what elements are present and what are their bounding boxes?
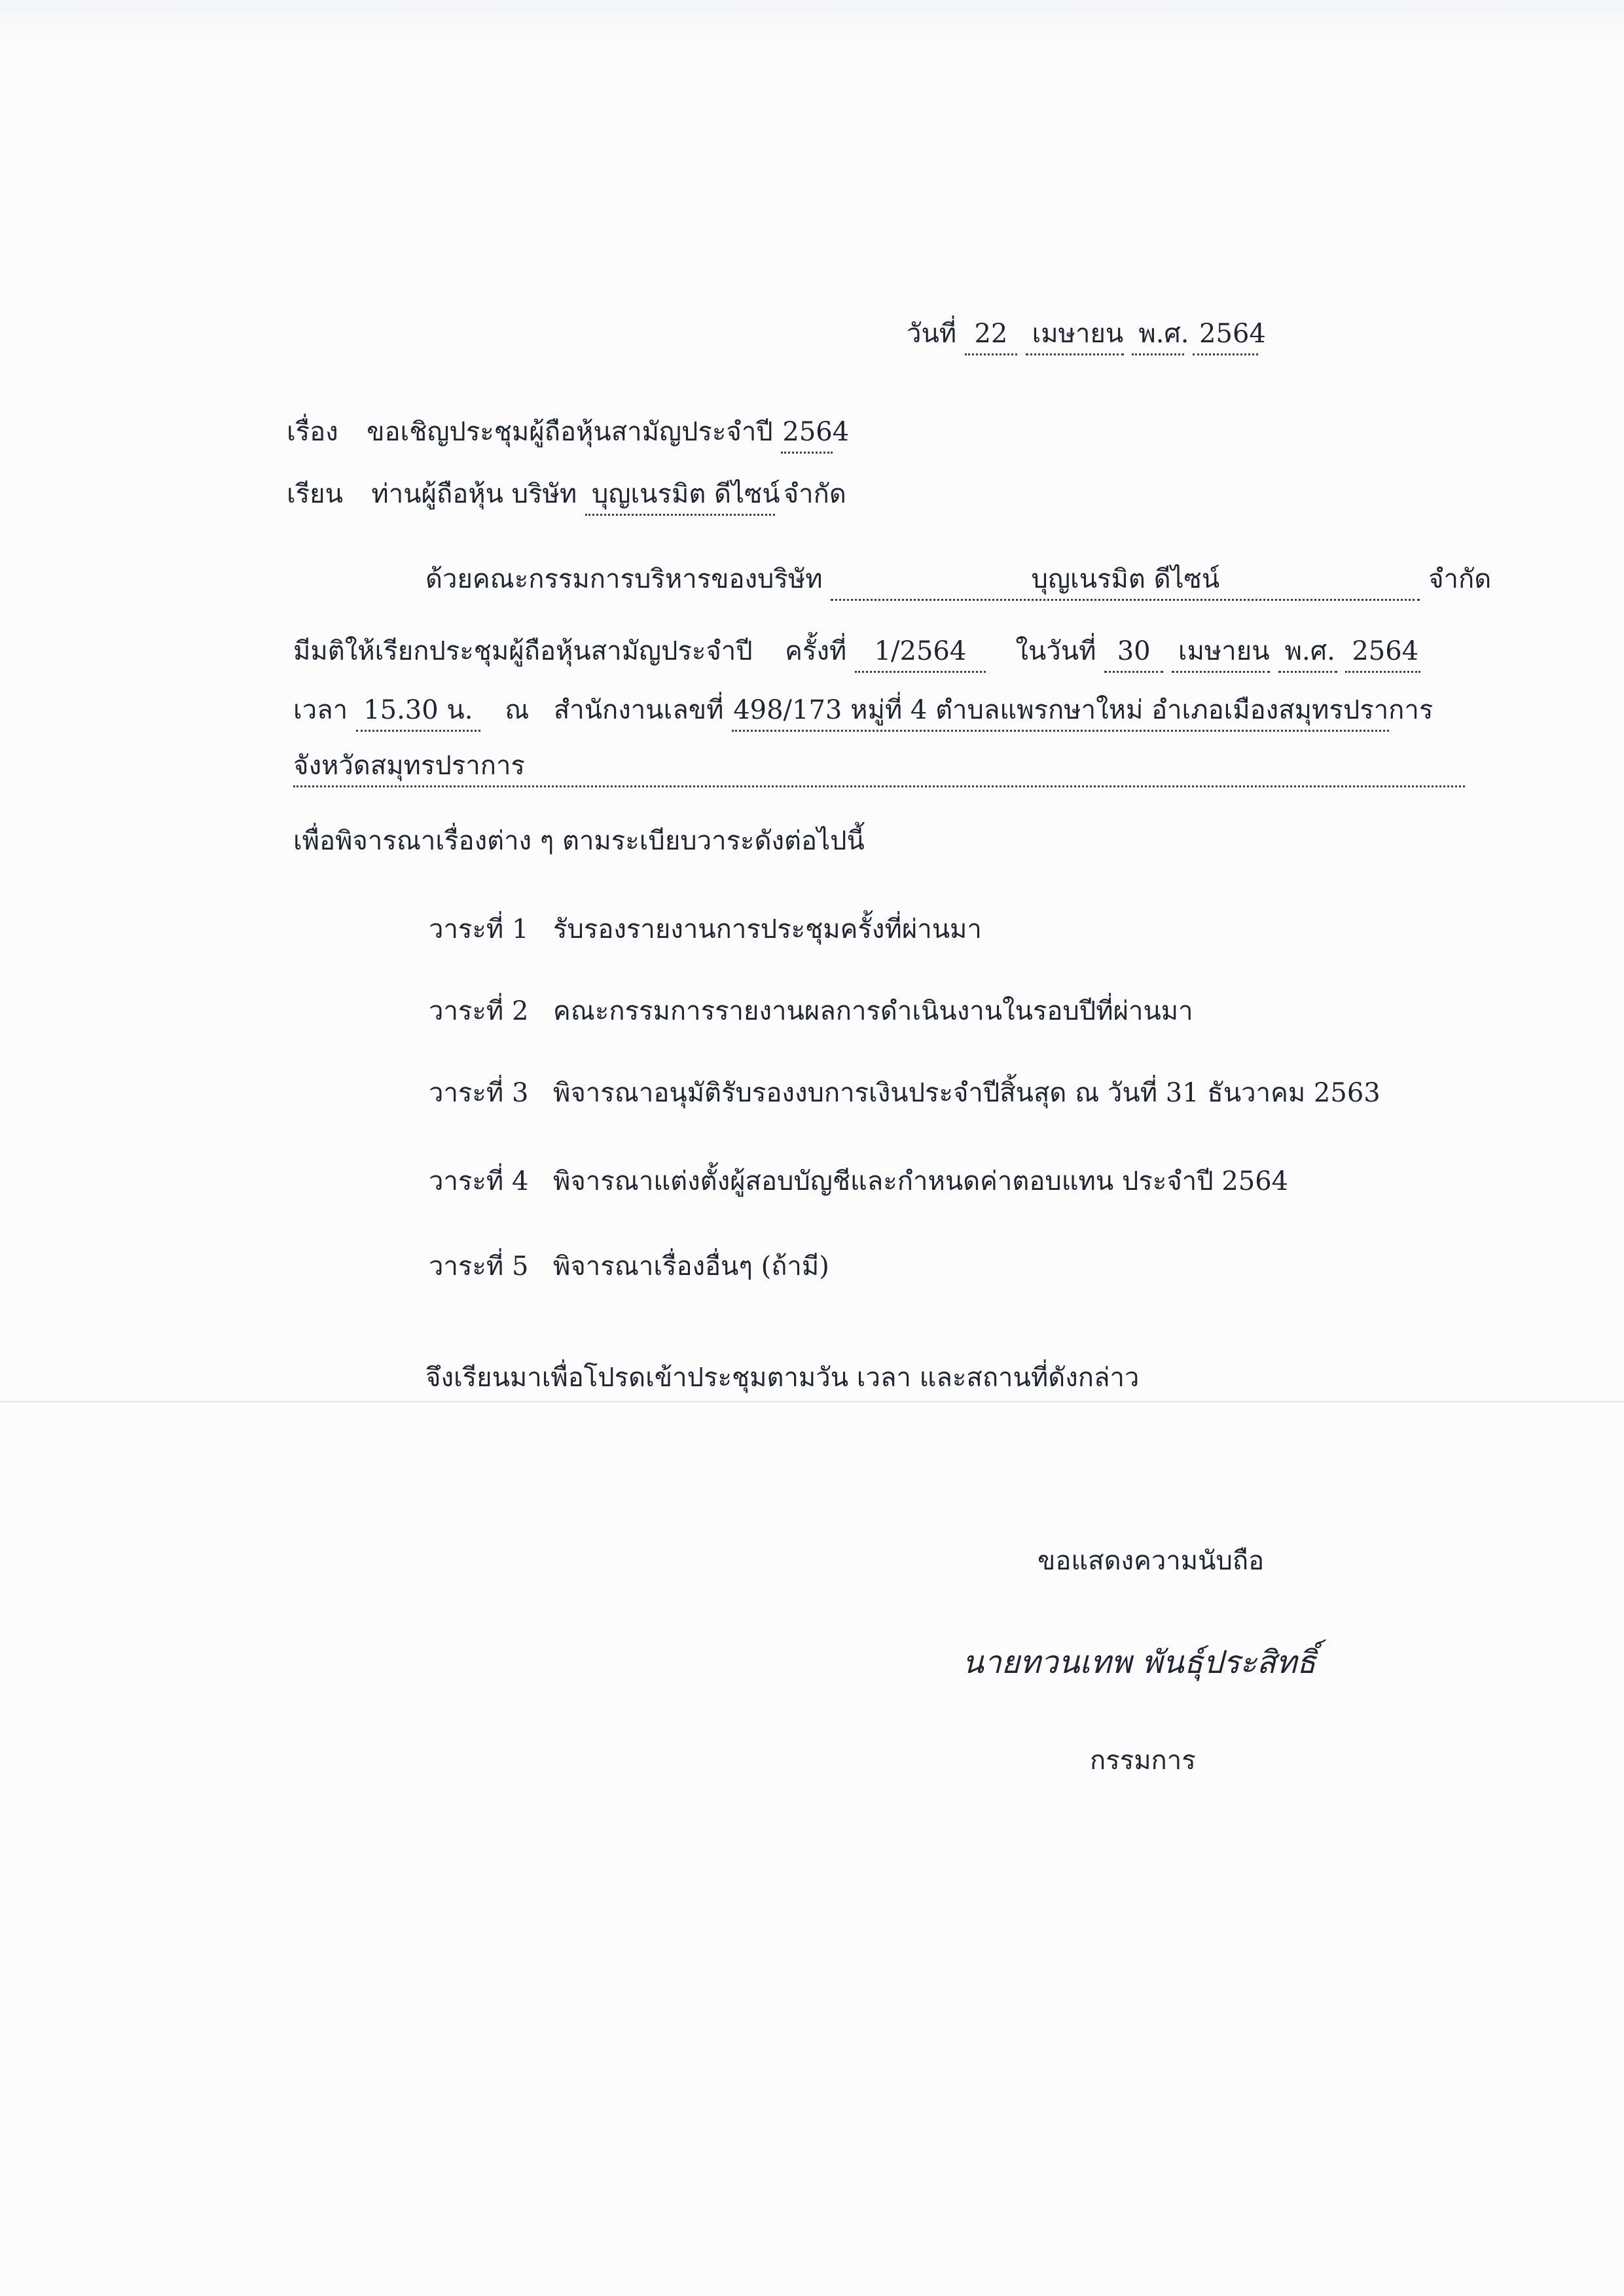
body-line1-prefix: ด้วยคณะกรรมการบริหารของบริษัท [425, 564, 823, 594]
date-month: เมษายน [1026, 314, 1124, 355]
agenda-number: วาระที่ 4 [429, 1166, 529, 1196]
agenda-item [429, 1073, 1380, 1113]
meeting-year: 2564 [1345, 632, 1420, 673]
round-label: ครั้งที่ [785, 636, 847, 666]
body-line-3 [293, 691, 1434, 732]
date-line [907, 314, 1266, 355]
subject-text: ขอเชิญประชุมผู้ถือหุ้นสามัญประจำปี [367, 417, 773, 447]
subject-year: 2564 [781, 412, 833, 454]
subject-line [287, 412, 850, 454]
body-line-2 [293, 632, 1420, 673]
agenda-text: พิจารณาเรื่องอื่นๆ (ถ้ามี) [553, 1251, 829, 1282]
scan-shadow-top [0, 0, 1624, 46]
agenda-item [429, 1247, 829, 1286]
signer-position: กรรมการ [1090, 1746, 1196, 1776]
agenda-item [429, 1162, 1288, 1201]
date-era: พ.ศ. [1132, 314, 1184, 355]
agenda-number: วาระที่ 2 [429, 996, 529, 1026]
signoff-text: ขอแสดงความนับถือ [1038, 1546, 1265, 1576]
to-text: ท่านผู้ถือหุ้น บริษัท [371, 479, 577, 509]
agenda-text: คณะกรรมการรายงานผลการดำเนินงานในรอบปีที่ผ่านมา [553, 996, 1193, 1026]
time-label: เวลา [293, 695, 348, 725]
to-company: บุญเนรมิต ดีไซน์ [585, 475, 775, 516]
agenda-text: พิจารณาอนุมัติรับรองงบการเงินประจำปีสิ้นสุด ณ วันที่ 31 ธันวาคม 2563 [553, 1078, 1380, 1108]
to-label: เรียน [287, 479, 343, 509]
meeting-era: พ.ศ. [1278, 632, 1337, 673]
date-year: 2564 [1193, 314, 1258, 355]
signer-name: นายทวนเทพ พันธุ์ประสิทธิ์ [962, 1644, 1316, 1681]
address-line-2: จังหวัดสมุทรปราการ [293, 746, 1465, 787]
agenda-text: พิจารณาแต่งตั้งผู้สอบบัญชีและกำหนดค่าตอบแทน ประจำปี 2564 [553, 1166, 1289, 1196]
to-suffix: จำกัด [783, 479, 846, 509]
body-line-4 [293, 746, 1465, 787]
agenda-number: วาระที่ 5 [429, 1251, 529, 1282]
round-value: 1/2564 [855, 632, 986, 673]
agenda-item [429, 992, 1193, 1031]
meeting-day: 30 [1104, 632, 1163, 673]
fold-line [0, 1401, 1624, 1403]
office-label: สำนักงานเลขที่ [553, 695, 724, 725]
agenda-intro: เพื่อพิจารณาเรื่องต่าง ๆ ตามระเบียบวาระดังต่อไปนี้ [293, 826, 865, 856]
body-line-1 [425, 560, 1491, 601]
time-value: 15.30 น. [356, 691, 480, 732]
closing-text: จึงเรียนมาเพื่อโปรดเข้าประชุมตามวัน เวลา และสถานที่ดังกล่าว [425, 1363, 1140, 1393]
meeting-date-label: ในวันที่ [1015, 636, 1096, 666]
agenda-item [429, 910, 982, 949]
address-line-1: 498/173 หมู่ที่ 4 ตำบลแพรกษาใหม่ อำเภอเมืองสมุทรปราการ [732, 691, 1389, 732]
agenda-number: วาระที่ 3 [429, 1078, 529, 1108]
meeting-month: เมษายน [1172, 632, 1270, 673]
to-line [287, 475, 846, 516]
body-line2-prefix: มีมติให้เรียกประชุมผู้ถือหุ้นสามัญประจำปี [293, 636, 753, 666]
date-prefix: วันที่ [907, 319, 957, 349]
body-line1-suffix: จำกัด [1428, 564, 1492, 594]
agenda-text: รับรองรายงานการประชุมครั้งที่ผ่านมา [553, 914, 982, 944]
date-day: 22 [965, 314, 1017, 355]
agenda-number: วาระที่ 1 [429, 914, 529, 944]
body-company: บุญเนรมิต ดีไซน์ [831, 560, 1420, 601]
subject-label: เรื่อง [287, 417, 338, 447]
at-label: ณ [505, 695, 530, 725]
